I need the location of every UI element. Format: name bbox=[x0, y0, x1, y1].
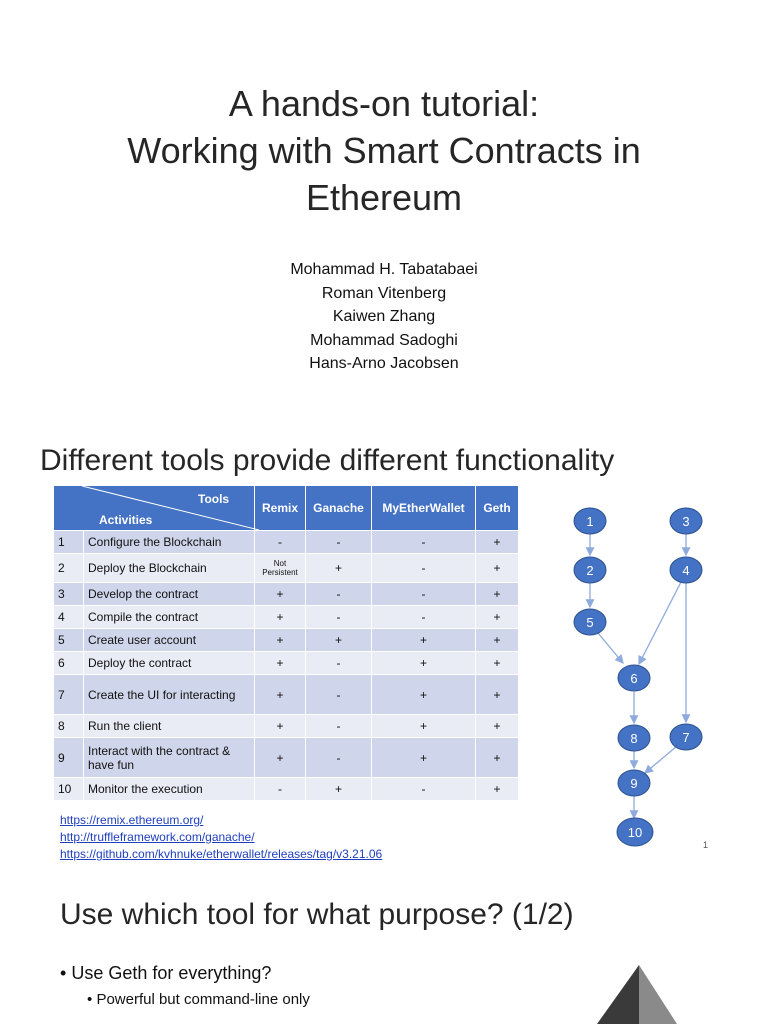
cell-remix: - bbox=[255, 531, 306, 554]
graph-node-5 bbox=[574, 609, 606, 635]
cell-remix: + bbox=[255, 738, 306, 778]
row-number: 4 bbox=[54, 606, 84, 629]
cell-myetherwallet: - bbox=[372, 554, 476, 583]
row-number: 2 bbox=[54, 554, 84, 583]
author: Hans-Arno Jacobsen bbox=[309, 355, 459, 372]
table-row bbox=[54, 629, 519, 652]
table-row bbox=[54, 554, 519, 583]
table-header-row bbox=[54, 486, 519, 531]
tools-table bbox=[53, 485, 519, 801]
workflow-graph bbox=[560, 500, 730, 850]
node-label: 10 bbox=[627, 825, 643, 840]
header-tools-label: Tools bbox=[198, 492, 230, 506]
cell-geth: + bbox=[476, 554, 519, 583]
row-number: 6 bbox=[54, 652, 84, 675]
row-activity: Configure the Blockchain bbox=[84, 531, 255, 554]
cell-remix: + bbox=[255, 715, 306, 738]
table-row bbox=[54, 675, 519, 715]
title-line-3: Ethereum bbox=[305, 177, 463, 218]
author: Kaiwen Zhang bbox=[332, 308, 436, 325]
row-number: 8 bbox=[54, 715, 84, 738]
table-row bbox=[54, 606, 519, 629]
table-row bbox=[54, 778, 519, 801]
graph-node-8 bbox=[618, 725, 650, 751]
cell-geth: + bbox=[476, 629, 519, 652]
node-label: 8 bbox=[630, 731, 638, 746]
section-heading-3: Use which tool for what purpose? (1/2) bbox=[60, 898, 574, 931]
table-row bbox=[54, 738, 519, 778]
cell-geth: + bbox=[476, 738, 519, 778]
edge-7-9 bbox=[645, 746, 677, 773]
cell-ganache: + bbox=[306, 554, 372, 583]
node-label: 3 bbox=[682, 514, 690, 529]
column-header-geth: Geth bbox=[476, 486, 519, 531]
link-remix[interactable]: https://remix.ethereum.org/ bbox=[60, 813, 204, 827]
graph-node-7 bbox=[670, 724, 702, 750]
cell-geth: + bbox=[476, 675, 519, 715]
title-line-2: Working with Smart Contracts in bbox=[127, 130, 641, 171]
cell-myetherwallet: - bbox=[372, 531, 476, 554]
cell-remix: + bbox=[255, 606, 306, 629]
cell-ganache: - bbox=[306, 531, 372, 554]
row-activity: Deploy the contract bbox=[84, 652, 255, 675]
pyramid-graphic bbox=[597, 965, 677, 1024]
bullet-dot-icon: • bbox=[87, 991, 93, 1008]
slide-title bbox=[0, 80, 768, 221]
cell-myetherwallet: - bbox=[372, 606, 476, 629]
bullet-dot-icon: • bbox=[60, 963, 67, 983]
cell-ganache: - bbox=[306, 606, 372, 629]
cell-remix: Not Persistent bbox=[255, 554, 306, 583]
graph-node-4 bbox=[670, 557, 702, 583]
row-activity: Deploy the Blockchain bbox=[84, 554, 255, 583]
link-ganache[interactable]: http://truffleframework.com/ganache/ bbox=[60, 830, 255, 844]
column-header-ganache: Ganache bbox=[306, 486, 372, 531]
node-label: 7 bbox=[682, 730, 690, 745]
author: Mohammad Sadoghi bbox=[310, 331, 458, 349]
graph-node-10 bbox=[617, 818, 653, 846]
cell-myetherwallet: - bbox=[372, 778, 476, 801]
cell-geth: + bbox=[476, 652, 519, 675]
cell-myetherwallet: + bbox=[372, 652, 476, 675]
graph-node-1 bbox=[574, 508, 606, 534]
cell-ganache: + bbox=[306, 629, 372, 652]
author: Mohammad H. Tabatabaei bbox=[290, 261, 478, 278]
cell-remix: - bbox=[255, 778, 306, 801]
table-row bbox=[54, 531, 519, 554]
reference-links bbox=[60, 812, 382, 863]
cell-remix: + bbox=[255, 629, 306, 652]
table-row bbox=[54, 715, 519, 738]
author: Roman Vitenberg bbox=[321, 284, 447, 302]
bullet-text: Use Geth for everything? bbox=[71, 963, 272, 983]
cell-remix: + bbox=[255, 652, 306, 675]
cell-geth: + bbox=[476, 583, 519, 606]
row-activity: Monitor the execution bbox=[84, 778, 255, 801]
bullet-text: Powerful but command-line only bbox=[96, 991, 310, 1008]
row-activity: Develop the contract bbox=[84, 583, 255, 606]
cell-ganache: - bbox=[306, 675, 372, 715]
node-label: 9 bbox=[630, 776, 638, 791]
node-label: 1 bbox=[586, 514, 594, 529]
graph-node-3 bbox=[670, 508, 702, 534]
header-corner-cell bbox=[54, 486, 255, 531]
title-line-1: A hands-on tutorial: bbox=[228, 83, 540, 124]
row-activity: Interact with the contract & have fun bbox=[84, 738, 255, 778]
cell-myetherwallet: + bbox=[372, 715, 476, 738]
header-activities-label: Activities bbox=[99, 513, 153, 527]
graph-node-2 bbox=[574, 557, 606, 583]
cell-geth: + bbox=[476, 715, 519, 738]
edge-5-6 bbox=[598, 633, 623, 663]
column-header-myetherwallet: MyEtherWallet bbox=[372, 486, 476, 531]
node-label: 2 bbox=[586, 563, 594, 578]
graph-node-6 bbox=[618, 665, 650, 691]
cell-ganache: - bbox=[306, 583, 372, 606]
bullet-level-1 bbox=[60, 963, 271, 984]
cell-myetherwallet: + bbox=[372, 675, 476, 715]
table-row bbox=[54, 652, 519, 675]
row-number: 5 bbox=[54, 629, 84, 652]
cell-geth: + bbox=[476, 778, 519, 801]
cell-remix: + bbox=[255, 675, 306, 715]
node-label: 5 bbox=[586, 615, 594, 630]
cell-geth: + bbox=[476, 531, 519, 554]
author-list bbox=[0, 258, 768, 376]
row-number: 7 bbox=[54, 675, 84, 715]
row-activity: Compile the contract bbox=[84, 606, 255, 629]
page-number: 1 bbox=[703, 840, 709, 850]
node-label: 6 bbox=[630, 671, 638, 686]
row-number: 9 bbox=[54, 738, 84, 778]
table-row bbox=[54, 583, 519, 606]
row-number: 10 bbox=[54, 778, 84, 801]
cell-ganache: - bbox=[306, 715, 372, 738]
link-etherwallet[interactable]: https://github.com/kvhnuke/etherwallet/releases/tag/v3.21.06 bbox=[60, 847, 383, 861]
cell-myetherwallet: - bbox=[372, 583, 476, 606]
cell-myetherwallet: + bbox=[372, 629, 476, 652]
row-activity: Create user account bbox=[84, 629, 255, 652]
cell-ganache: - bbox=[306, 652, 372, 675]
cell-ganache: - bbox=[306, 738, 372, 778]
cell-remix: + bbox=[255, 583, 306, 606]
row-activity: Create the UI for interacting bbox=[84, 675, 255, 715]
row-number: 3 bbox=[54, 583, 84, 606]
graph-node-9 bbox=[618, 770, 650, 796]
column-header-remix: Remix bbox=[255, 486, 306, 531]
cell-ganache: + bbox=[306, 778, 372, 801]
row-number: 1 bbox=[54, 531, 84, 554]
cell-geth: + bbox=[476, 606, 519, 629]
node-label: 4 bbox=[682, 563, 690, 578]
section-heading: Different tools provide different functionality bbox=[40, 444, 615, 477]
row-activity: Run the client bbox=[84, 715, 255, 738]
cell-myetherwallet: + bbox=[372, 738, 476, 778]
bullet-level-2 bbox=[87, 991, 310, 1008]
edge-4-6 bbox=[639, 582, 681, 664]
